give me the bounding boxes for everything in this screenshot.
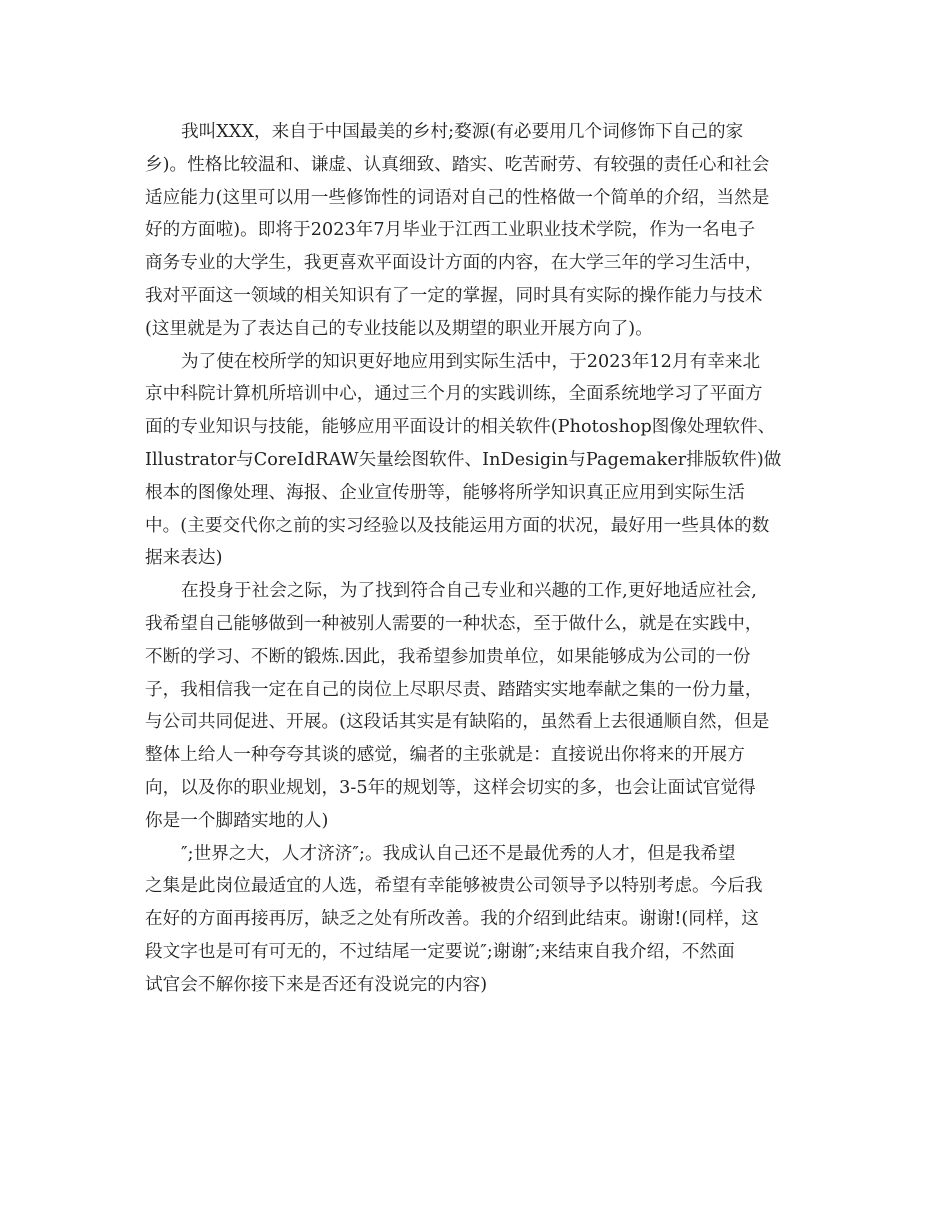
paragraph-self-intro (145, 116, 817, 346)
text-line: Illustrator与CoreIdRAW矢量绘图软件、InDesigin与Pagemaker排版软件)做 (145, 449, 782, 470)
text-line: 适应能力(这里可以用一些修饰性的词语对自己的性格做一个简单的介绍，当然是 (145, 187, 770, 208)
text-line: 京中科院计算机所培训中心，通过三个月的实践训练，全面系统地学习了平面方 (145, 384, 763, 405)
text-line: 乡)。性格比较温和、谦虚、认真细致、踏实、吃苦耐劳、有较强的责任心和社会 (145, 154, 770, 175)
paragraph-career-goals (145, 575, 817, 837)
text-line: 商务专业的大学生，我更喜欢平面设计方面的内容，在大学三年的学习生活中， (145, 253, 763, 274)
text-line: 段文字也是可有可无的，不过结尾一定要说″;谢谢″;来结束自我介绍，不然面 (145, 941, 735, 962)
text-line: 在投身于社会之际，为了找到符合自己专业和兴趣的工作,更好地适应社会, (181, 581, 757, 602)
text-line: 根本的图像处理、海报、企业宣传册等，能够将所学知识真正应用到实际生活 (145, 482, 745, 503)
text-line: 你是一个脚踏实地的人) (145, 810, 329, 831)
text-line: 中。(主要交代你之前的实习经验以及技能运用方面的状况，最好用一些具体的数 (145, 515, 770, 536)
text-line: ″;世界之大，人才济济″;。我成认自己还不是最优秀的人才，但是我希望 (181, 843, 736, 864)
text-line: 我希望自己能够做到一种被别人需要的一种状态，至于做什么，就是在实践中， (145, 613, 763, 634)
text-line: 试官会不解你接下来是否还有没说完的内容) (145, 974, 488, 995)
text-line: 据来表达) (145, 548, 223, 569)
text-line: (这里就是为了表达自己的专业技能以及期望的职业开展方向了)。 (145, 318, 653, 339)
text-line: 好的方面啦)。即将于2023年7月毕业于江西工业职业技术学院，作为一名电子 (145, 220, 756, 241)
text-line: 向，以及你的职业规划，3-5年的规划等，这样会切实的多，也会让面试官觉得 (145, 777, 756, 798)
text-line: 子，我相信我一定在自己的岗位上尽职尽责、踏踏实实地奉献之集的一份力量， (145, 679, 763, 700)
text-line: 在好的方面再接再厉，缺乏之处有所改善。我的介绍到此结束。谢谢!(同样，这 (145, 909, 759, 930)
text-line: 为了使在校所学的知识更好地应用到实际生活中，于2023年12月有幸来北 (181, 351, 761, 372)
paragraph-closing (145, 838, 817, 1002)
text-line: 之集是此岗位最适宜的人选，希望有幸能够被贵公司领导予以特别考虑。今后我 (145, 876, 763, 897)
text-line: 我对平面这一领域的相关知识有了一定的掌握，同时具有实际的操作能力与技术 (145, 285, 763, 306)
text-line: 不断的学习、不断的锻炼.因此，我希望参加贵单位，如果能够成为公司的一份 (145, 646, 751, 667)
document-body (145, 116, 817, 1002)
text-line: 整体上给人一种夸夸其谈的感觉，编者的主张就是：直接说出你将来的开展方 (145, 745, 745, 766)
text-line: 我叫XXX，来自于中国最美的乡村;婺源(有必要用几个词修饰下自己的家 (181, 122, 744, 142)
text-line: 与公司共同促进、开展。(这段话其实是有缺陷的，虽然看上去很通顺自然，但是 (145, 712, 770, 733)
paragraph-training-experience (145, 346, 817, 576)
text-line: 面的专业知识与技能，能够应用平面设计的相关软件(Photoshop图像处理软件、 (145, 417, 776, 438)
